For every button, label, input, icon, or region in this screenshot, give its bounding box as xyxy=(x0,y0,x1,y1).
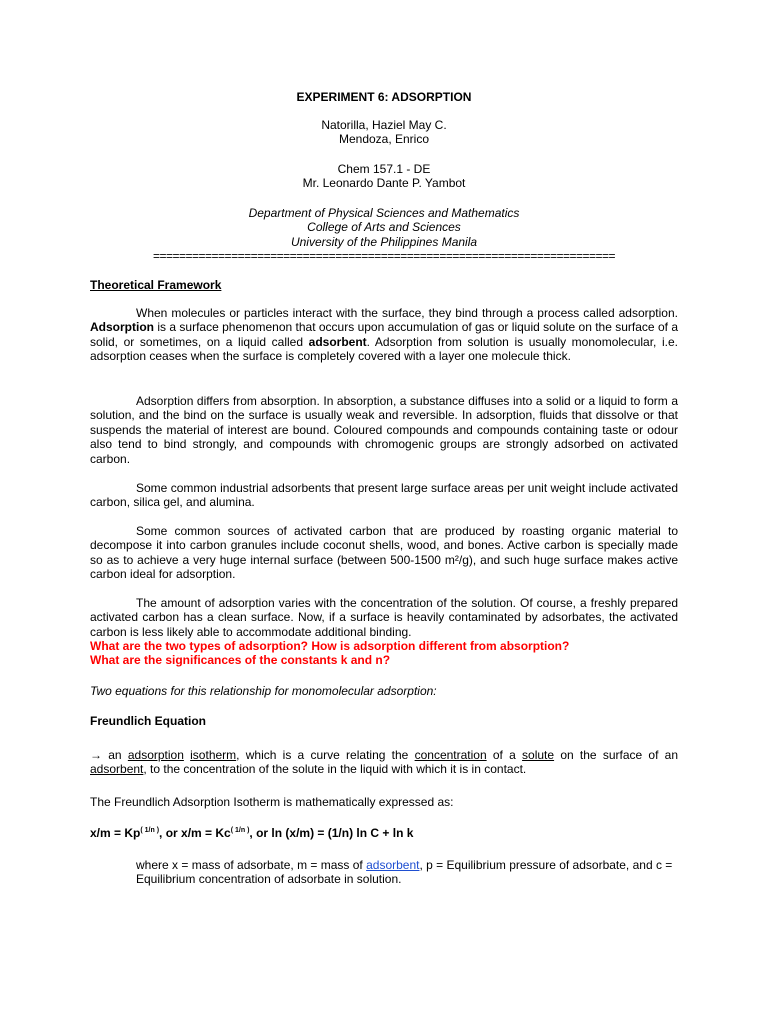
p1-text-c: is a surface phenomenon that occurs upon accumulation of gas or liquid solute on the surface of a solid, or sometimes, on a liquid called xyxy=(90,320,678,349)
author-1: Natorilla, Haziel May C. xyxy=(321,118,447,132)
link-adsorbent-2[interactable]: adsorbent xyxy=(366,858,420,872)
where-text-b: , p = Equilibrium pressure of adsorbate, and c = Equilibrium concentration of adsorbate in solution. xyxy=(136,858,673,887)
p1-bold-adsorbent: adsorbent xyxy=(308,334,367,349)
freundlich-definition xyxy=(90,748,678,777)
def-text-c: of a xyxy=(486,748,523,762)
link-concentration[interactable]: concentration xyxy=(414,748,487,762)
question-1: What are the two types of adsorption? How is adsorption different from absorption? xyxy=(90,639,570,653)
paragraph-4 xyxy=(90,524,678,582)
paragraph-3 xyxy=(90,481,678,510)
eq-part-3: , or ln (x/m) = (1/n) ln C + ln k xyxy=(249,826,414,840)
p4-text: Some common sources of activated carbon that are produced by roasting organic material to decompose it into carbon granules include coconut shells, wood, and bones. Active carbon is specially made so as to achieve a very huge internal surface (between 500-1500 m²/g), and such huge surface makes active carbon ideal for adsorption. xyxy=(90,524,678,582)
paragraph-5 xyxy=(90,596,678,639)
def-text-e: , to the concentration of the solute in the liquid with which it is in contact. xyxy=(143,762,527,777)
equations-intro: Two equations for this relationship for monomolecular adsorption: xyxy=(90,684,437,698)
separator-rule: ======================================================================= xyxy=(152,249,616,263)
arrow-icon: → xyxy=(90,748,102,762)
p5-text: The amount of adsorption varies with the concentration of the solution. Of course, a freshly prepared activated carbon has a clean surface. Now, if a surface is heavily contaminated by adsorbates, the activated carbon is less likely able to accommodate additional binding. xyxy=(90,596,678,639)
question-2: What are the significances of the constants k and n? xyxy=(90,653,391,667)
college: College of Arts and Sciences xyxy=(307,220,461,235)
document-title: EXPERIMENT 6: ADSORPTION xyxy=(296,90,472,104)
def-text-d: on the surface of an xyxy=(554,748,679,762)
variable-definitions xyxy=(136,858,678,887)
eq-part-1: x/m = Kp xyxy=(90,826,141,840)
where-text-a: where x = mass of adsorbate, m = mass of xyxy=(136,858,367,872)
def-text-b: , which is a curve relating the xyxy=(236,748,415,762)
freundlich-equation xyxy=(90,826,678,840)
affiliation xyxy=(90,206,678,249)
paragraph-2 xyxy=(90,394,678,466)
link-adsorbent[interactable]: adsorbent xyxy=(90,762,144,777)
isotherm-intro: The Freundlich Adsorption Isotherm is mathematically expressed as: xyxy=(90,795,454,809)
p2-text: Adsorption differs from absorption. In absorption, a substance diffuses into a solid or a liquid to form a solution, and the bind on the surface is usually weak and reversible. In adsorption, fluids that dissolve or that suspends the material of interest are bound. Coloured compounds and compounds containing taste or odour also tend to bind strongly, and compounds with chromogenic groups are strongly adsorbed on activated carbon. xyxy=(90,394,678,466)
eq-part-2: , or x/m = Kc xyxy=(159,826,231,840)
paragraph-1 xyxy=(90,306,678,364)
university: University of the Philippines Manila xyxy=(290,234,478,249)
instructor: Mr. Leonardo Dante P. Yambot xyxy=(302,176,466,191)
link-isotherm[interactable]: isotherm xyxy=(190,748,237,762)
p3-text: Some common industrial adsorbents that present large surface areas per unit weight include activated carbon, silica gel, and alumina. xyxy=(90,481,678,510)
author-2: Mendoza, Enrico xyxy=(338,132,430,147)
p1-text-e: . Adsorption from solution is usually monomolecular, i.e. adsorption ceases when the surface is completely covered with a layer one molecule thick. xyxy=(90,334,678,364)
section-heading-freundlich-equation: Freundlich Equation xyxy=(90,714,206,728)
p1-text-a: When molecules or particles interact with the surface, they bind through a process called adsorption. xyxy=(136,306,678,320)
link-solute[interactable]: solute xyxy=(522,748,555,762)
authors xyxy=(90,118,678,147)
course-info xyxy=(90,162,678,191)
course-code: Chem 157.1 - DE xyxy=(337,162,431,176)
link-adsorption[interactable]: adsorption xyxy=(127,748,184,762)
p1-bold-adsorption: Adsorption xyxy=(90,320,154,335)
eq-sup-2: ( 1/n ) xyxy=(230,827,250,834)
def-text-a: an xyxy=(102,748,128,762)
eq-sup-1: ( 1/n ) xyxy=(140,827,160,834)
department: Department of Physical Sciences and Mathematics xyxy=(248,206,520,220)
section-heading-theoretical-framework: Theoretical Framework xyxy=(90,278,222,292)
